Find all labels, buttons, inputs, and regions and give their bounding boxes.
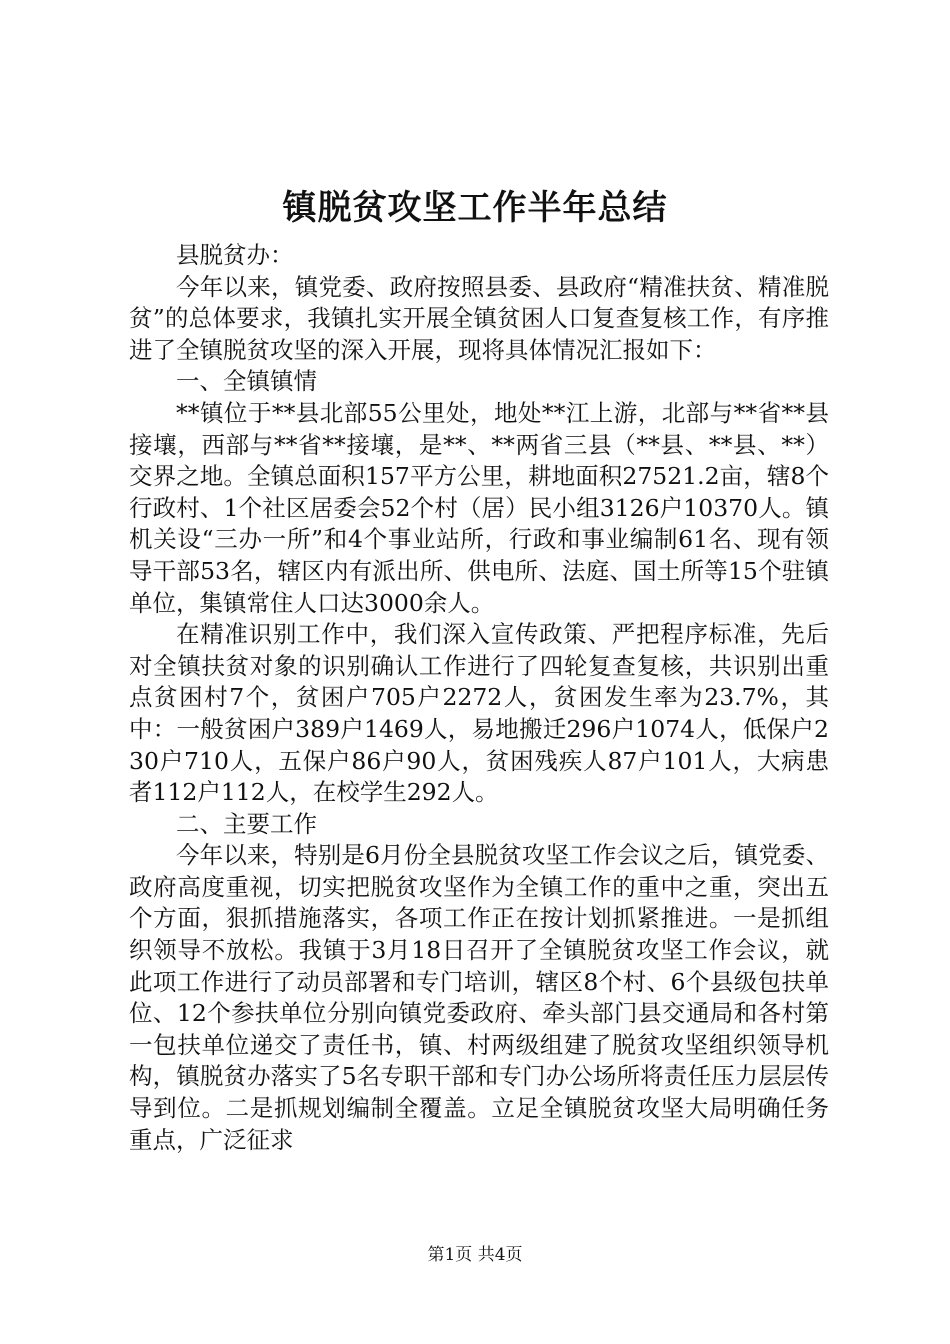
page-footer: 第1页 共4页: [427, 1245, 523, 1265]
document-body: [129, 240, 829, 1156]
salutation-paragraph: 县脱贫办：: [176, 241, 294, 269]
town-overview-paragraph: **镇位于**县北部55公里处，地处**江上游，北部与**省**县接壤，西部与**省**接壤，是**、**两省三县（**县、**县、**）交界之地。全镇总面积157平方公里，耕地面积27521.2亩，辖8个行政村、1个社区居委会52个村（居）民小组3126户10370人。镇机关设“三办一所”和4个事业站所，行政和事业编制61名、现有领导干部53名，辖区内有派出所、供电所、法庭、国土所等15个驻镇单位，集镇常住人口达3000余人。: [129, 398, 829, 617]
identification-paragraph: 在精准识别工作中，我们深入宣传政策、严把程序标准，先后对全镇扶贫对象的识别确认工作进行了四轮复查复核，共识别出重点贫困村7个，贫困户705户2272人，贫困发生率为23.7%，其中：一般贫困户389户1469人，易地搬迁296户1074人，低保户230户710人，五保户86户90人，贫困残疾人87户101人，大病患者112户112人，在校学生292人。: [129, 620, 829, 807]
section-heading-town-overview: 一、全镇镇情: [176, 367, 317, 396]
section-heading-main-work: 二、主要工作: [176, 809, 317, 838]
document-title: 镇脱贫攻坚工作半年总结: [282, 188, 668, 228]
main-work-paragraph: 今年以来，特别是6月份全县脱贫攻坚工作会议之后，镇党委、政府高度重视，切实把脱贫攻坚作为全镇工作的重中之重，突出五个方面，狠抓措施落实，各项工作正在按计划抓紧推进。一是抓组织领导不放松。我镇于3月18日召开了全镇脱贫攻坚工作会议，就此项工作进行了动员部署和专门培训，辖区8个村、6个县级包扶单位、12个参扶单位分别向镇党委政府、牵头部门县交通局和各村第一包扶单位递交了责任书，镇、村两级组建了脱贫攻坚组织领导机构，镇脱贫办落实了5名专职干部和专门办公场所将责任压力层层传导到位。二是抓规划编制全覆盖。立足全镇脱贫攻坚大局明确任务重点，广泛征求: [129, 841, 829, 1154]
intro-paragraph: 今年以来，镇党委、政府按照县委、县政府“精准扶贫、精准脱贫”的总体要求，我镇扎实开展全镇贫困人口复查复核工作，有序推进了全镇脱贫攻坚的深入开展，现将具体情况汇报如下：: [129, 272, 829, 364]
